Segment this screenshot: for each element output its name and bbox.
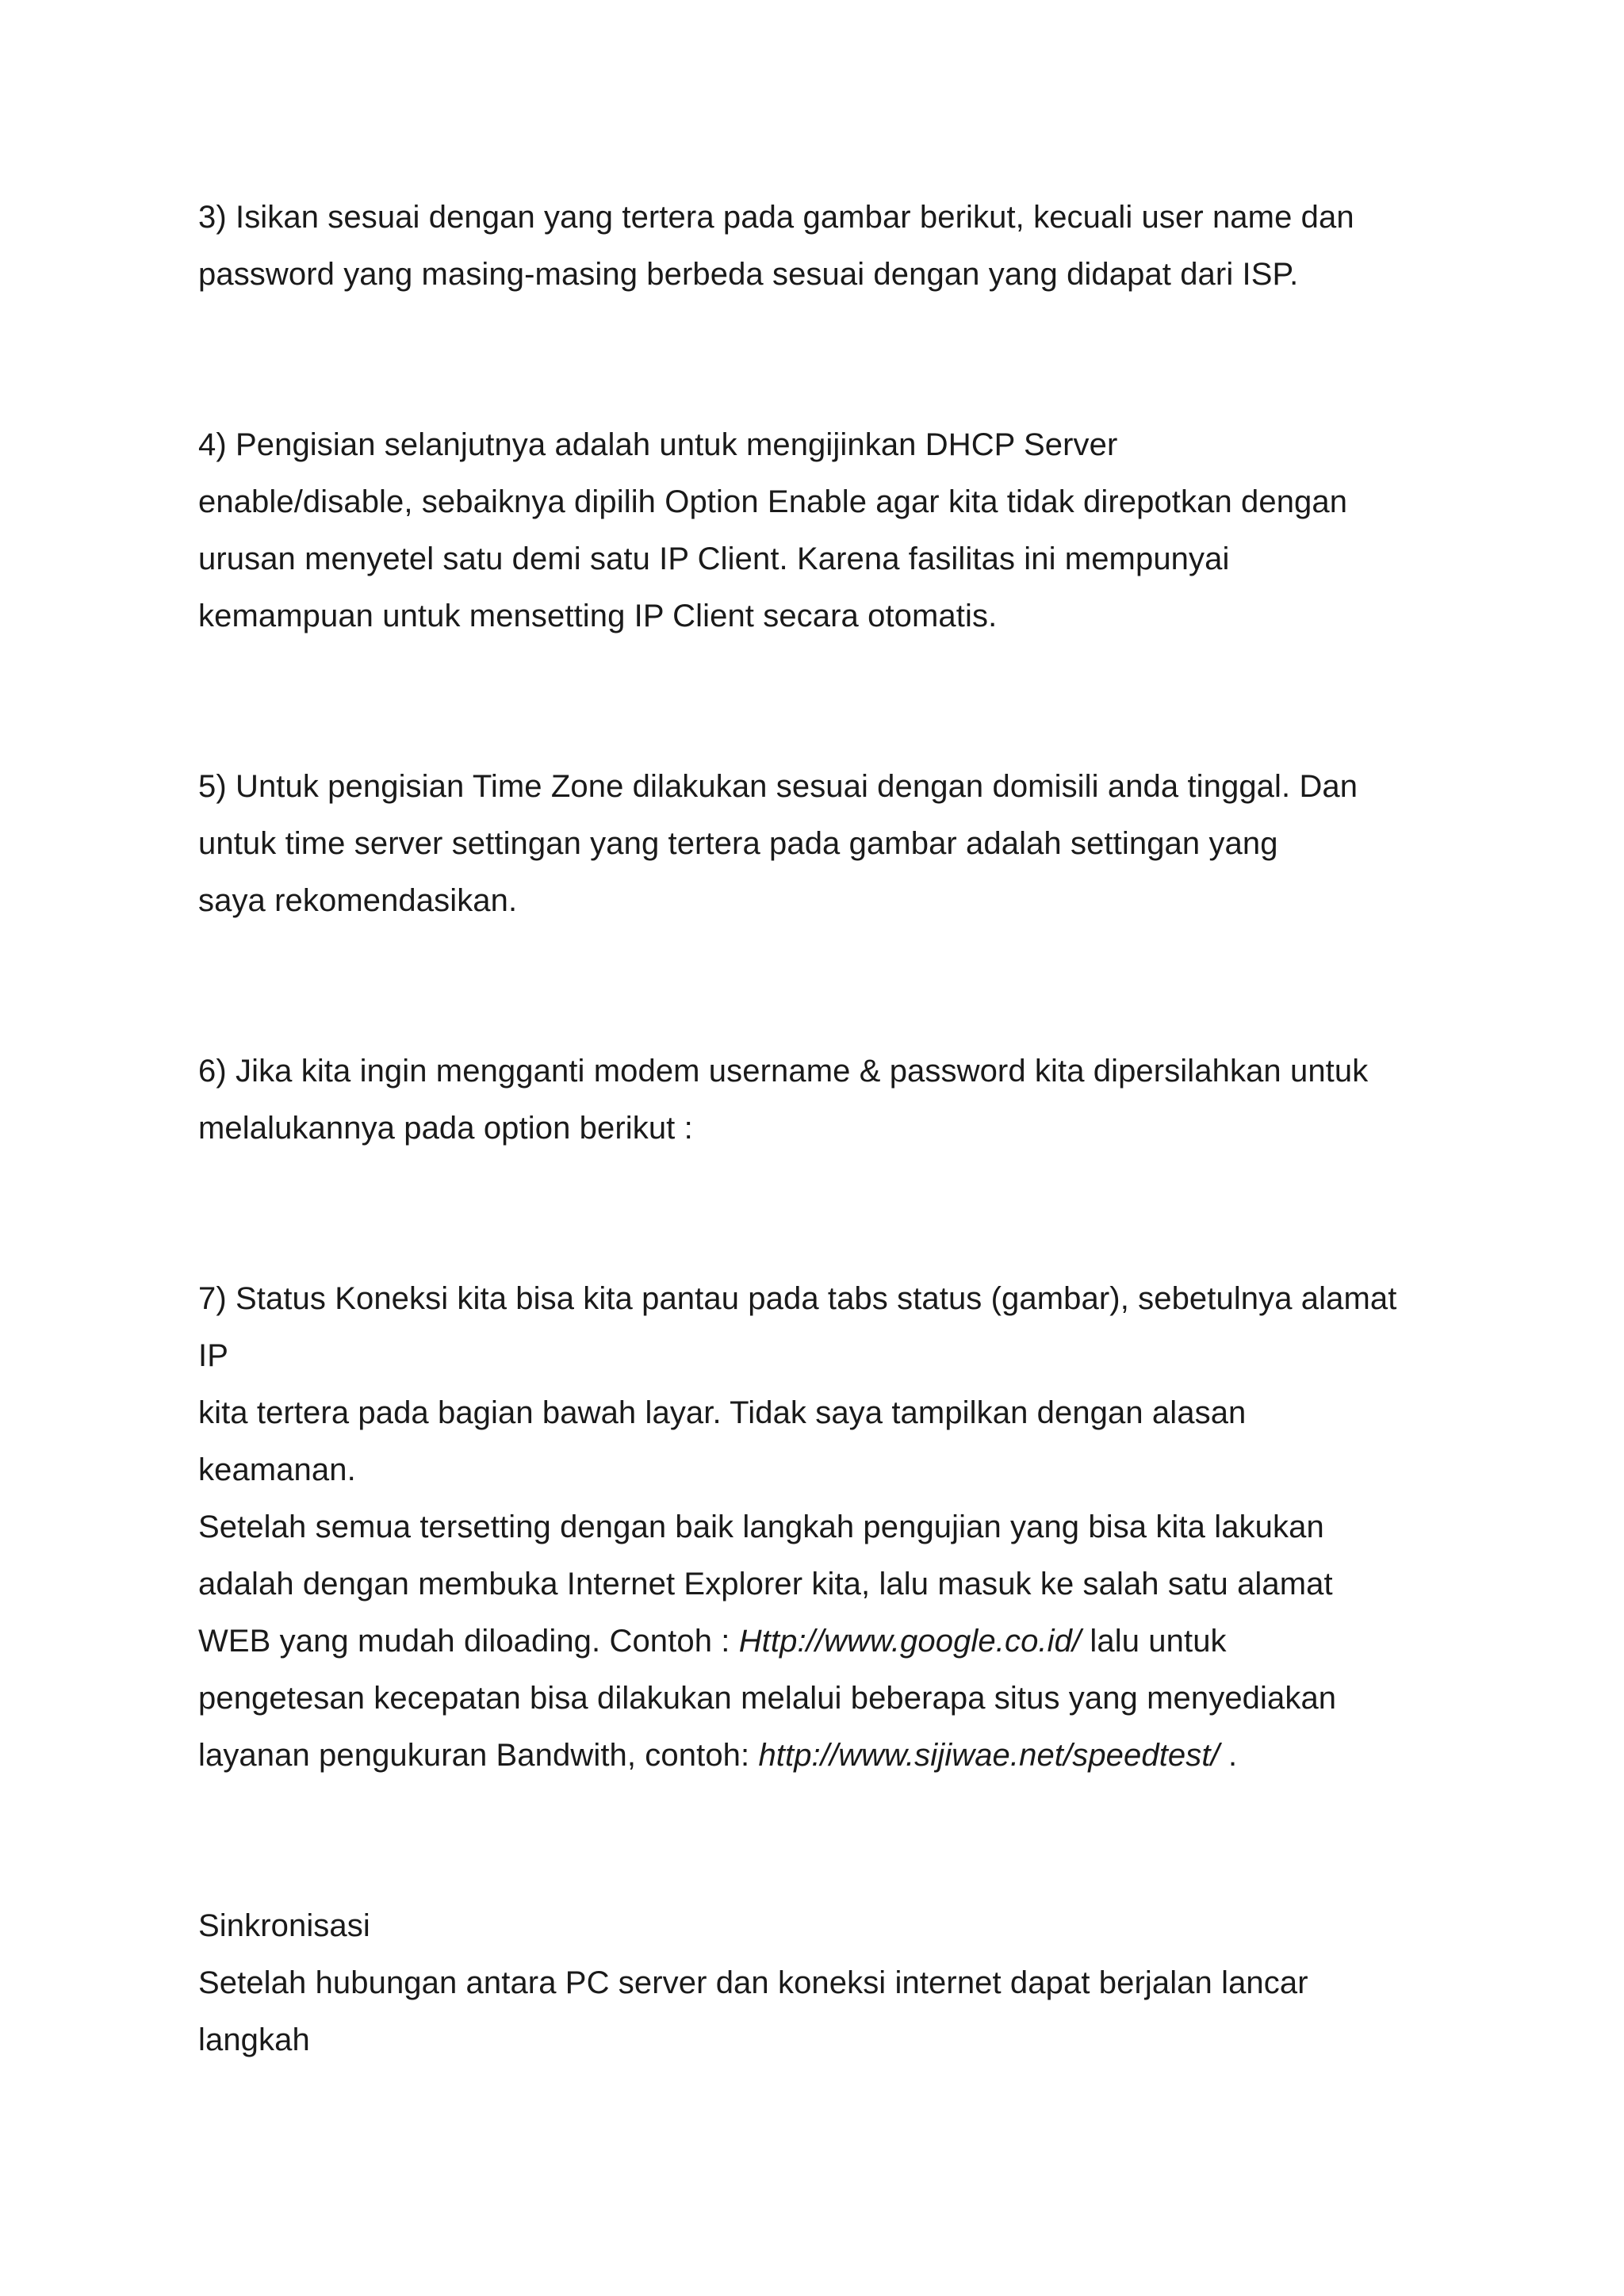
paragraph-7-line-5: Setelah semua tersetting dengan baik langkah pengujian yang bisa kita lakukan — [198, 1510, 1324, 1544]
paragraph-4-line-1: 4) Pengisian selanjutnya adalah untuk mengijinkan DHCP Server — [198, 427, 1118, 462]
paragraph-7-line-layanan — [198, 1736, 1237, 1774]
layanan-line-text-before: layanan pengukuran Bandwith, contoh: — [198, 1738, 759, 1773]
paragraph-7-line-1: 7) Status Koneksi kita bisa kita pantau pada tabs status (gambar), sebetulnya alamat — [198, 1281, 1397, 1316]
paragraph-4-line-2: enable/disable, sebaiknya dipilih Option Enable agar kita tidak direpotkan dengan — [198, 484, 1348, 519]
paragraph-4-line-3: urusan menyetel satu demi satu IP Client. Karena fasilitas ini mempunyai — [198, 541, 1230, 576]
paragraph-6-line-2: melalukannya pada option berikut : — [198, 1111, 693, 1146]
web-line-text-after: lalu untuk — [1081, 1624, 1227, 1659]
sinkronisasi-line-1: Setelah hubungan antara PC server dan koneksi internet dapat berjalan lancar — [198, 1965, 1308, 2000]
web-line-text-before: WEB yang mudah diloading. Contoh : — [198, 1624, 739, 1659]
paragraph-4-line-4: kemampuan untuk mensetting IP Client secara otomatis. — [198, 599, 998, 633]
paragraph-6-line-1: 6) Jika kita ingin mengganti modem username & password kita dipersilahkan untuk — [198, 1054, 1369, 1089]
paragraph-7-line-pengetesan: pengetesan kecepatan bisa dilakukan melalui beberapa situs yang menyediakan — [198, 1681, 1337, 1716]
paragraph-5-line-1: 5) Untuk pengisian Time Zone dilakukan sesuai dengan domisili anda tinggal. Dan — [198, 769, 1358, 804]
paragraph-7-line-3: kita tertera pada bagian bawah layar. Tidak saya tampilkan dengan alasan — [198, 1395, 1247, 1430]
paragraph-7-line-4: keamanan. — [198, 1452, 356, 1487]
sinkronisasi-heading: Sinkronisasi — [198, 1908, 370, 1943]
paragraph-7-line-2: IP — [198, 1338, 228, 1373]
paragraph-3-line-2: password yang masing-masing berbeda sesuai dengan yang didapat dari ISP. — [198, 257, 1299, 292]
paragraph-5-line-3: saya rekomendasikan. — [198, 883, 518, 918]
google-link[interactable]: Http://www.google.co.id/ — [738, 1624, 1082, 1659]
speedtest-link[interactable]: http://www.sijiwae.net/speedtest/ — [758, 1738, 1220, 1773]
paragraph-3-line-1: 3) Isikan sesuai dengan yang tertera pada gambar berikut, kecuali user name dan — [198, 200, 1354, 235]
paragraph-5-line-2: untuk time server settingan yang tertera pada gambar adalah settingan yang — [198, 826, 1278, 861]
document-page — [198, 0, 1451, 2296]
sinkronisasi-line-2: langkah — [198, 2022, 310, 2057]
paragraph-7-line-web — [198, 1622, 1227, 1660]
paragraph-7-line-6: adalah dengan membuka Internet Explorer kita, lalu masuk ke salah satu alamat — [198, 1567, 1333, 1601]
layanan-line-text-after: . — [1219, 1738, 1238, 1773]
